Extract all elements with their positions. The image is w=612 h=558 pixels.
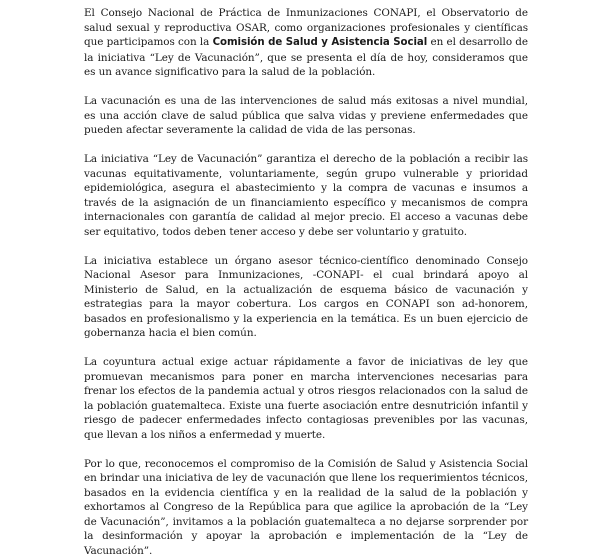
paragraph-intro	[84, 6, 528, 80]
paragraph-current-situation: La coyuntura actual exige actuar rápidamente a favor de iniciativas de ley que promuevan mecanismos para poner en marcha intervenciones necesarias para frenar los efectos de la pandemia actual y otros riesgos relacionados con la salud de la población guatemalteca. Existe una fuerte asociación entre desnutrición infantil y riesgo de padecer enfermedades infecto contagiosas prevenibles por las vacunas, que llevan a los niños a enfermedad y muerte.	[84, 355, 528, 442]
paragraph-law-guarantees: La iniciativa “Ley de Vacunación” garantiza el derecho de la población a recibir las vacunas equitativamente, voluntariamente, según grupo vulnerable y prioridad epidemiológica, asegura el abastecimiento y la compra de vacunas e insumos a través de la asignación de un financiamiento específico y mecanismos de compra internacionales con garantía de calidad al mejor precio. El acceso a vacunas debe ser equitativo, todos deben tener acceso y debe ser voluntario y gratuito.	[84, 152, 528, 239]
paragraph-vaccination-success: La vacunación es una de las intervenciones de salud más exitosas a nivel mundial, es una acción clave de salud pública que salva vidas y previene enfermedades que pueden afectar severamente la calidad de vida de las personas.	[84, 94, 528, 138]
paragraph-conapi-advisory: La iniciativa establece un órgano asesor técnico-científico denominado Consejo Nacional Asesor para Inmunizaciones, -CONAPI- el cual brindará apoyo al Ministerio de Salud, en la actualización de esquema básico de vacunación y estrategias para la mayor cobertura. Los cargos en CONAPI son ad-honorem, basados en profesionalismo y la experiencia en la temática. Es un buen ejercicio de gobernanza hacia el bien común.	[84, 254, 528, 341]
paragraph-intro-text-start: El Consejo Nacional de Práctica de Inmunizaciones CONAPI, el Observatorio de salud sexual y reproductiva OSAR, como organizaciones profesionales y científicas que participamos con la	[84, 7, 528, 48]
paragraph-conclusion: Por lo que, reconocemos el compromiso de la Comisión de Salud y Asistencia Social en brindar una iniciativa de ley de vacunación que llene los requerimientos técnicos, basados en la evidencia científica y en la realidad de la salud de la población y exhortamos al Congreso de la República para que agilice la aprobación de la “Ley de Vacunación”, invitamos a la población guatemalteca a no dejarse sorprender por la desinformación y apoyar la aprobación e implementación de la “Ley de Vacunación”.	[84, 457, 528, 558]
paragraph-intro-text-end: en el desarrollo de la iniciativa “Ley de Vacunación”, que se presenta el día de hoy, consideramos que es un avance significativo para la salud de la población.	[84, 36, 528, 78]
commission-name-bold: Comisión de Salud y Asistencia Social	[213, 37, 428, 48]
